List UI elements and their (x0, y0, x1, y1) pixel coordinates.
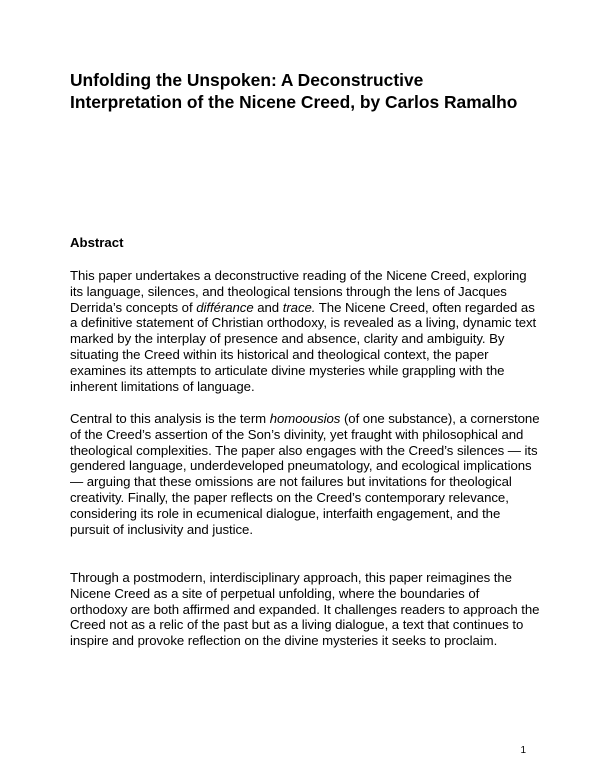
paragraph-1-text-b: and (253, 299, 283, 315)
paragraph-1-text-a: This paper undertakes a deconstructive reading of the Nicene Creed, exploring its language, silences, and theological tensions through the lens of Jacques Derrida’s concepts of (70, 268, 527, 315)
paper-title (70, 70, 550, 113)
abstract-paragraph-1 (70, 268, 540, 394)
abstract-heading: Abstract (70, 235, 124, 250)
paragraph-2-text-a: Central to this analysis is the term (70, 411, 270, 426)
title-line-1: Unfolding the Unspoken: A Deconstructive (70, 70, 424, 90)
title-line-2: Interpretation of the Nicene Creed, by Carlos Ramalho (70, 91, 518, 112)
paragraph-2-text-b: (of one substance), a cornerstone of the Creed’s assertion of the Son’s divinity, yet fraught with philosophical and theological complexities. The paper also engages with the Creed’s silences — its gendered language, underdeveloped pneumatology, and ecological implications — arguing that these omissions are not failures but invitations for theological creativity. Finally, the paper reflects on the Creed’s contemporary relevance, considering its role in ecumenical dialogue, interfaith engagement, and the pursuit of inclusivity and justice. (70, 411, 540, 537)
page-number: 1 (520, 745, 526, 756)
term-trace: trace. (282, 299, 316, 315)
term-differance: différance (196, 299, 254, 315)
abstract-paragraph-2 (70, 411, 540, 537)
paragraph-1-text-c: The Nicene Creed, often regarded as a definitive statement of Christian orthodoxy, is revealed as a living, dynamic text marked by the interplay of presence and absence, clarity and ambiguity. By situating the Creed within its historical and theological context, the paper examines its attempts to articulate divine mysteries while grappling with the inherent limitations of language. (70, 299, 537, 394)
abstract-paragraph-3: Through a postmodern, interdisciplinary approach, this paper reimagines the Nicene Creed as a site of perpetual unfolding, where the boundaries of orthodoxy are both affirmed and expanded. It challenges readers to approach the Creed not as a relic of the past but as a living dialogue, a text that continues to inspire and provoke reflection on the divine mysteries it seeks to proclaim. (70, 570, 540, 649)
term-homoousios: homoousios (269, 411, 341, 426)
